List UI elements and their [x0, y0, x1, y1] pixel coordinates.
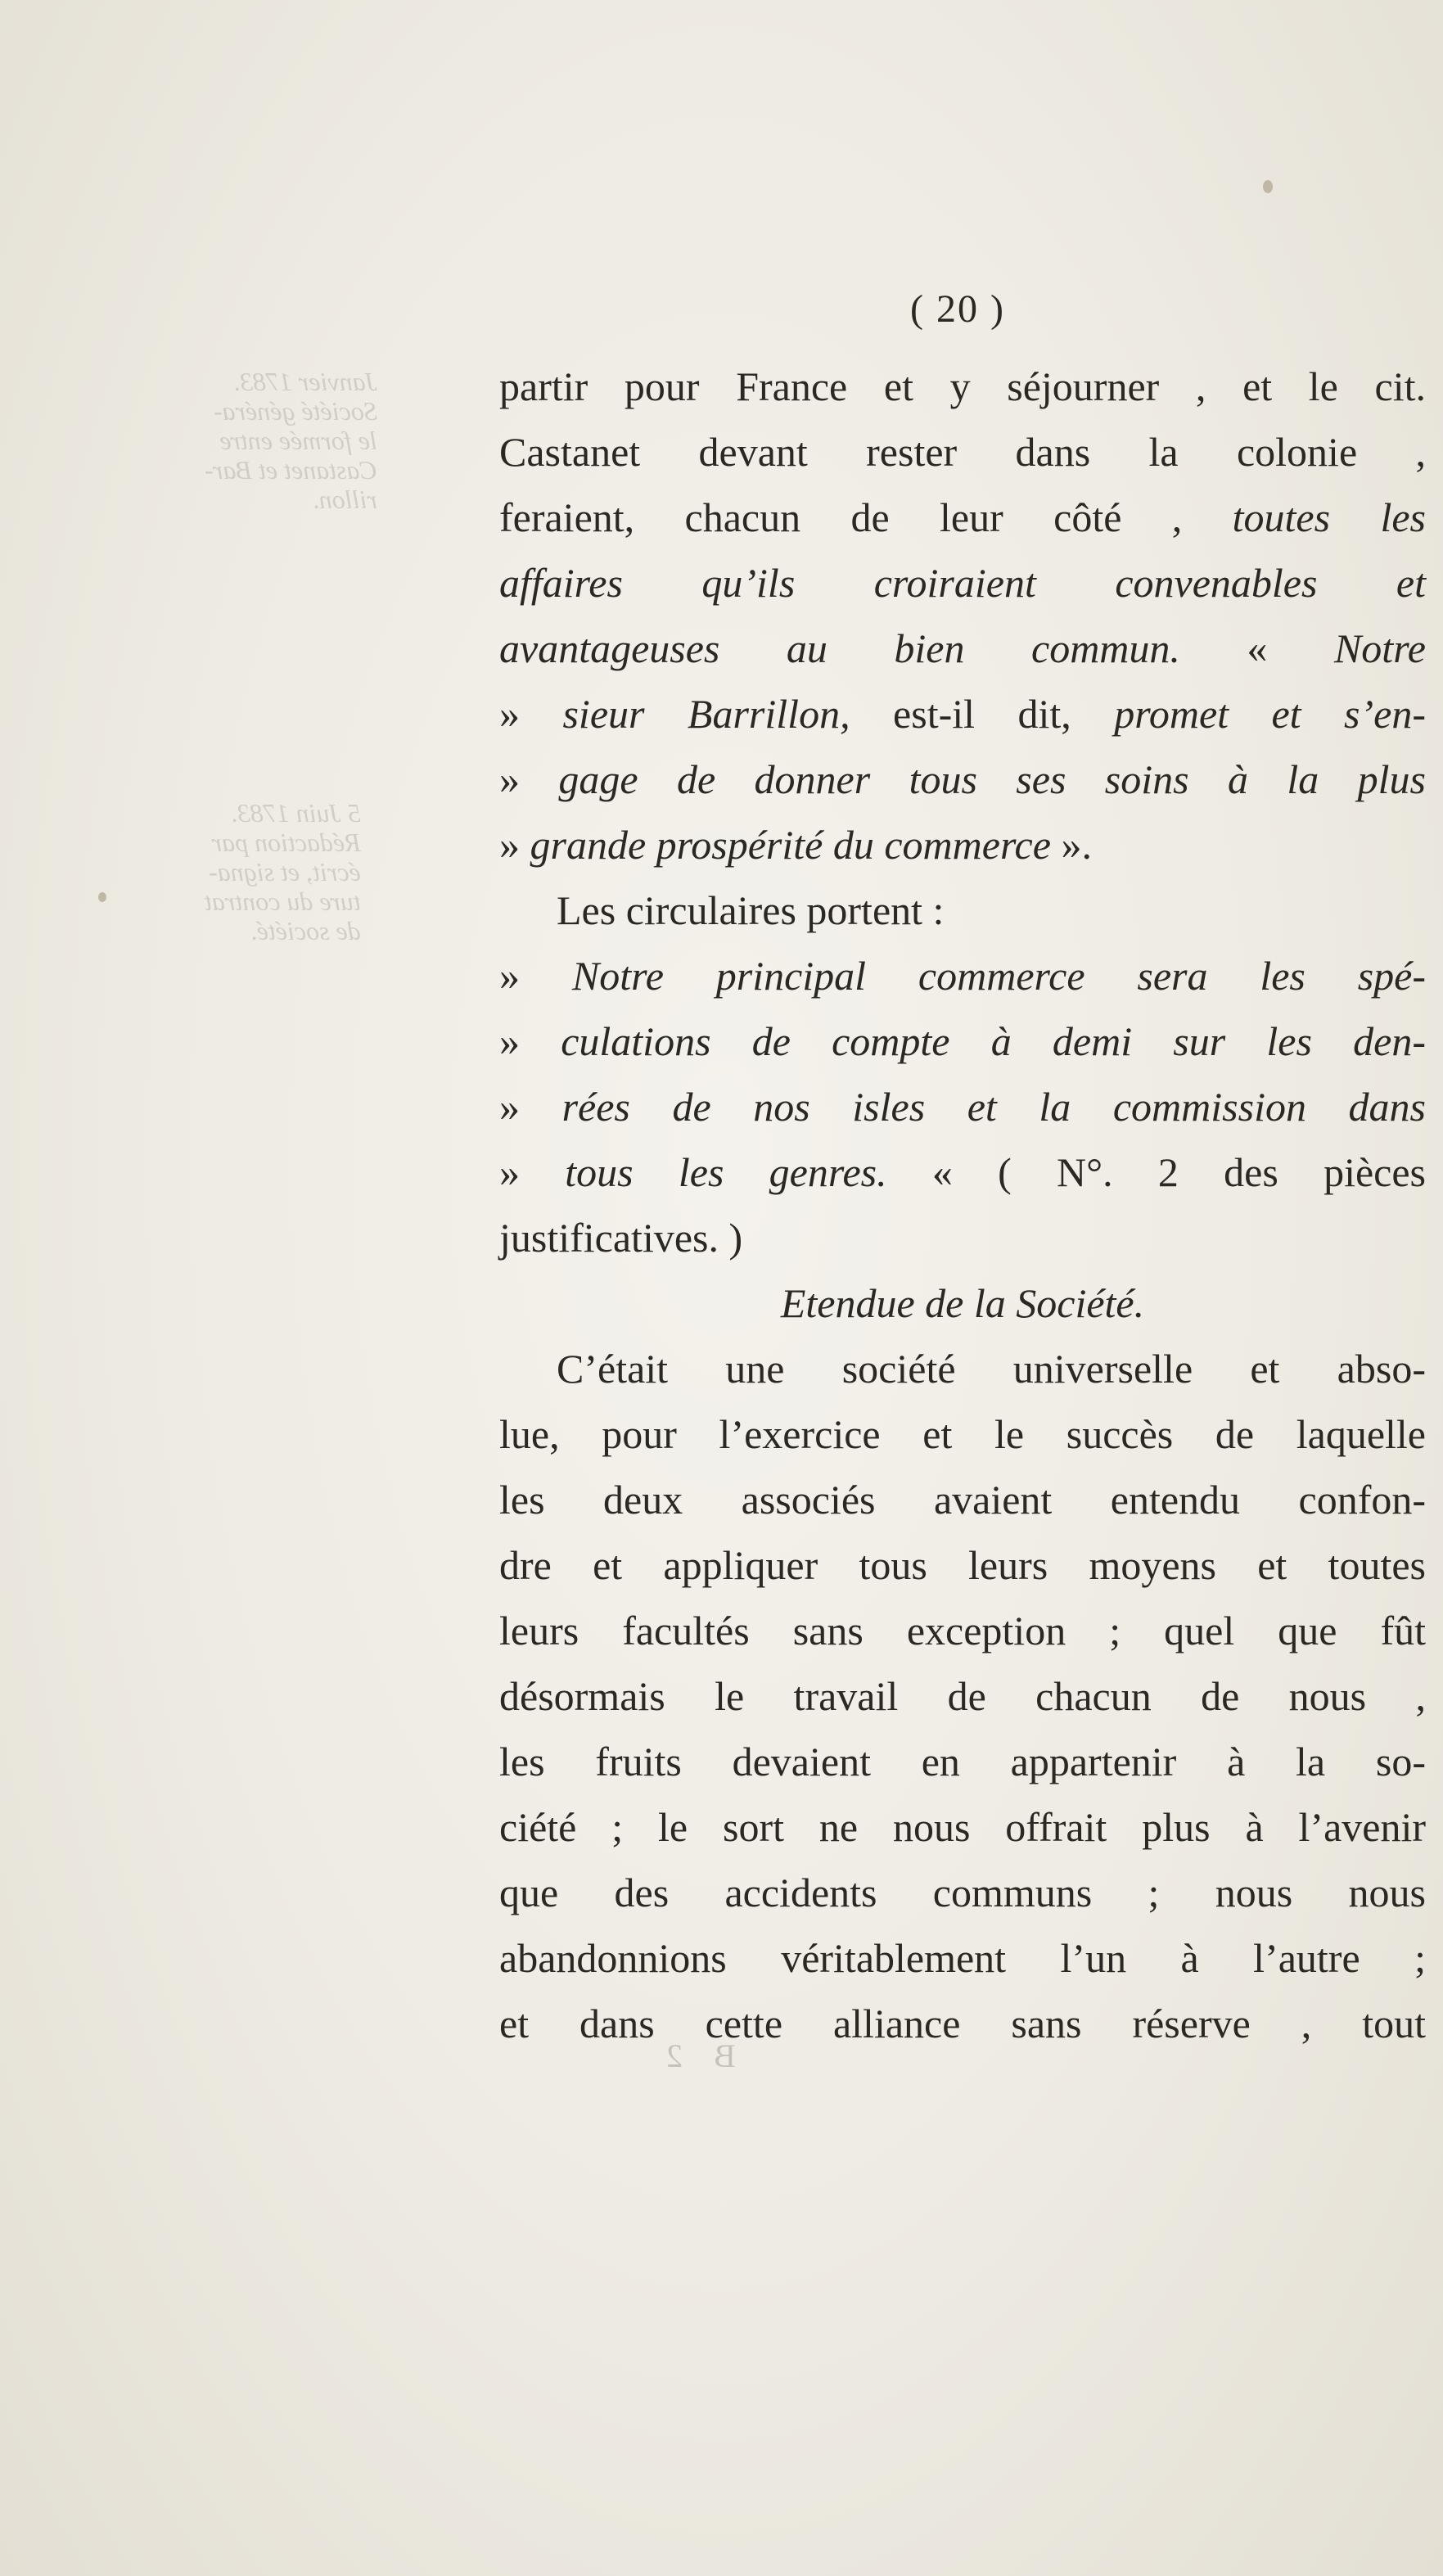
- text-line: [499, 1860, 1426, 1925]
- text-segment: abandonnions véritablement l’un à l’autre ;: [499, 1935, 1426, 1981]
- text-segment: les deux associés avaient entendu confon-: [499, 1477, 1426, 1523]
- text-segment: »: [499, 1149, 566, 1195]
- text-segment: avantageuses au bien commun.: [499, 625, 1180, 671]
- text-line: [499, 354, 1426, 419]
- text-segment: «: [1179, 625, 1334, 671]
- text-segment: Les circulaires portent :: [557, 887, 945, 933]
- text-segment: toutes les: [1232, 494, 1426, 540]
- text-segment: justificatives. ): [499, 1215, 743, 1261]
- text-segment: tous les genres.: [565, 1149, 887, 1195]
- text-segment: Notre principal commerce sera les spé-: [571, 953, 1427, 999]
- text-line: [499, 1008, 1426, 1074]
- text-segment: rées de nos isles et la commission dans: [561, 1084, 1426, 1130]
- text-line: [499, 943, 1426, 1008]
- text-line: [499, 1139, 1426, 1205]
- text-segment: »: [499, 822, 530, 868]
- text-segment: désormais le travail de chacun de nous ,: [499, 1673, 1426, 1719]
- text-line: [499, 1991, 1426, 2056]
- text-segment: feraient, chacun de leur côté ,: [499, 494, 1233, 540]
- text-line: [499, 1074, 1426, 1139]
- text-line: [499, 1598, 1426, 1663]
- text-line: [499, 1467, 1426, 1532]
- text-segment: Etendue de la Société.: [780, 1280, 1145, 1326]
- text-line: [499, 1729, 1426, 1794]
- text-segment: grande prospérité du commerce: [530, 822, 1051, 868]
- bleed-through-margin-note-1: Janvier 1783. Société généra- le formée entre Castanet et Bar- rillon.: [205, 367, 377, 514]
- text-segment: Notre: [1333, 625, 1426, 671]
- text-segment: ».: [1050, 822, 1092, 868]
- text-segment: lue, pour l’exercice et le succès de laquelle: [499, 1411, 1426, 1457]
- text-line: [499, 1205, 1426, 1270]
- text-line: [499, 1925, 1426, 1991]
- text-segment: Castanet devant rester dans la colonie ,: [499, 429, 1426, 475]
- text-line: [499, 877, 1426, 943]
- body-text: [499, 354, 1426, 2056]
- text-segment: »: [499, 1018, 561, 1064]
- text-line: [499, 1794, 1426, 1860]
- text-segment: promet et s’en-: [1114, 691, 1426, 737]
- text-line: [499, 419, 1426, 485]
- text-segment: »: [499, 953, 572, 999]
- bleed-through-signature: B 2: [655, 2037, 736, 2074]
- text-segment: dre et appliquer tous leurs moyens et toutes: [499, 1542, 1426, 1588]
- text-segment: et dans cette alliance sans réserve , tout: [499, 2001, 1426, 2046]
- text-line: [499, 681, 1426, 747]
- text-line: [499, 616, 1426, 681]
- bleed-through-margin-note-2: 5 Juin 1783. Rédaction par écrit, et signa- ture du contrat de société.: [205, 798, 361, 945]
- text-segment: « ( N°. 2 des pièces: [886, 1149, 1426, 1195]
- text-segment: »: [499, 691, 563, 737]
- text-segment: »: [499, 1084, 562, 1130]
- text-line: [499, 812, 1426, 877]
- text-line: [499, 1401, 1426, 1467]
- text-line: [499, 1663, 1426, 1729]
- text-line: [499, 485, 1426, 550]
- text-segment: culations de compte à demi sur les den-: [561, 1018, 1426, 1064]
- text-line: [499, 1532, 1426, 1598]
- paper-foxing-spot: [98, 892, 106, 902]
- text-line: [499, 550, 1426, 616]
- text-segment: que des accidents communs ; nous nous: [499, 1870, 1426, 1915]
- text-segment: leurs facultés sans exception ; quel que fût: [499, 1608, 1426, 1653]
- text-segment: C’était une société universelle et abso-: [557, 1346, 1426, 1392]
- text-segment: est-il dit,: [850, 691, 1115, 737]
- text-segment: ciété ; le sort ne nous offrait plus à l’avenir: [499, 1804, 1426, 1850]
- text-segment: »: [499, 756, 559, 802]
- page-number: ( 20 ): [910, 287, 1005, 331]
- text-segment: gage de donner tous ses soins à la plus: [558, 756, 1427, 802]
- text-segment: partir pour France et y séjourner , et le cit.: [499, 363, 1426, 409]
- section-heading: [499, 1270, 1426, 1336]
- text-segment: les fruits devaient en appartenir à la so-: [499, 1739, 1426, 1784]
- paper-foxing-spot: [1263, 180, 1273, 193]
- text-segment: sieur Barrillon,: [562, 691, 850, 737]
- text-line: [499, 747, 1426, 812]
- text-line: [499, 1336, 1426, 1401]
- text-segment: affaires qu’ils croiraient convenables et: [499, 560, 1426, 606]
